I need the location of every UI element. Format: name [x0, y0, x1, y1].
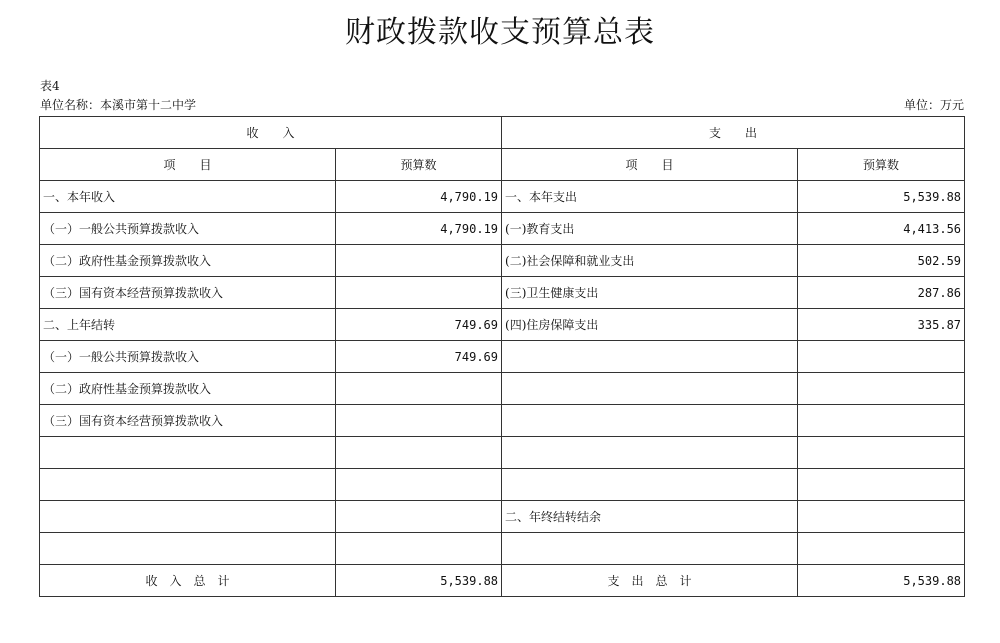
income-item-cell	[40, 501, 336, 533]
expense-item-header: 项 目	[502, 149, 798, 181]
expense-item-cell	[502, 469, 798, 501]
expense-value-cell	[798, 405, 965, 437]
income-value-cell	[336, 437, 502, 469]
table-row	[40, 309, 965, 341]
income-header: 收 入	[40, 117, 502, 149]
expense-item-cell	[502, 341, 798, 373]
expense-value-cell: 5,539.88	[798, 181, 965, 213]
expense-value-cell: 4,413.56	[798, 213, 965, 245]
table-row	[40, 533, 965, 565]
expense-item-cell: 一、本年支出	[502, 181, 798, 213]
expense-item-cell: (三)卫生健康支出	[502, 277, 798, 309]
income-total-label: 收 入 总 计	[40, 565, 336, 597]
expense-value-cell	[798, 533, 965, 565]
expense-item-cell: (四)住房保障支出	[502, 309, 798, 341]
income-value-cell	[336, 245, 502, 277]
expense-value-cell: 335.87	[798, 309, 965, 341]
expense-value-cell: 287.86	[798, 277, 965, 309]
table-row	[40, 405, 965, 437]
table-row	[40, 181, 965, 213]
table-number: 表4	[40, 79, 60, 93]
expense-value-cell	[798, 437, 965, 469]
unit-name: 单位名称：本溪市第十二中学	[40, 98, 197, 112]
expense-total-value: 5,539.88	[798, 565, 965, 597]
expense-item-cell	[502, 533, 798, 565]
expense-item-cell: 二、年终结转结余	[502, 501, 798, 533]
income-item-cell	[40, 533, 336, 565]
totals-row	[40, 565, 965, 597]
table-row	[40, 373, 965, 405]
income-value-cell: 4,790.19	[336, 213, 502, 245]
income-budget-header: 预算数	[336, 149, 502, 181]
table-row	[40, 469, 965, 501]
expense-budget-header: 预算数	[798, 149, 965, 181]
income-item-cell: （三）国有资本经营预算拨款收入	[40, 405, 336, 437]
income-value-cell	[336, 501, 502, 533]
table-row	[40, 501, 965, 533]
income-item-cell	[40, 469, 336, 501]
expense-item-cell	[502, 437, 798, 469]
expense-item-cell: (二)社会保障和就业支出	[502, 245, 798, 277]
income-item-cell: （三）国有资本经营预算拨款收入	[40, 277, 336, 309]
income-value-cell	[336, 405, 502, 437]
expense-value-cell	[798, 469, 965, 501]
income-value-cell: 4,790.19	[336, 181, 502, 213]
expense-item-cell	[502, 373, 798, 405]
expense-item-cell: (一)教育支出	[502, 213, 798, 245]
expense-value-cell	[798, 341, 965, 373]
income-item-cell: 二、上年结转	[40, 309, 336, 341]
expense-value-cell	[798, 501, 965, 533]
income-item-cell: （二）政府性基金预算拨款收入	[40, 373, 336, 405]
income-value-cell	[336, 469, 502, 501]
income-item-cell: （二）政府性基金预算拨款收入	[40, 245, 336, 277]
table-row	[40, 245, 965, 277]
income-item-cell	[40, 437, 336, 469]
section-header-row	[40, 117, 965, 149]
table-row	[40, 277, 965, 309]
column-header-row	[40, 149, 965, 181]
expense-total-label: 支 出 总 计	[502, 565, 798, 597]
budget-table	[39, 116, 965, 597]
table-row	[40, 213, 965, 245]
income-value-cell	[336, 277, 502, 309]
unit-label: 单位：万元	[903, 98, 964, 112]
expense-item-cell	[502, 405, 798, 437]
page-title: 财政拨款收支预算总表	[345, 15, 655, 50]
income-value-cell: 749.69	[336, 341, 502, 373]
income-item-cell: 一、本年收入	[40, 181, 336, 213]
expense-value-cell	[798, 373, 965, 405]
table-row	[40, 437, 965, 469]
income-total-value: 5,539.88	[336, 565, 502, 597]
income-value-cell	[336, 533, 502, 565]
income-value-cell: 749.69	[336, 309, 502, 341]
expense-value-cell: 502.59	[798, 245, 965, 277]
income-value-cell	[336, 373, 502, 405]
expense-header: 支 出	[502, 117, 965, 149]
income-item-cell: （一）一般公共预算拨款收入	[40, 341, 336, 373]
income-item-header: 项 目	[40, 149, 336, 181]
income-item-cell: （一）一般公共预算拨款收入	[40, 213, 336, 245]
table-row	[40, 341, 965, 373]
